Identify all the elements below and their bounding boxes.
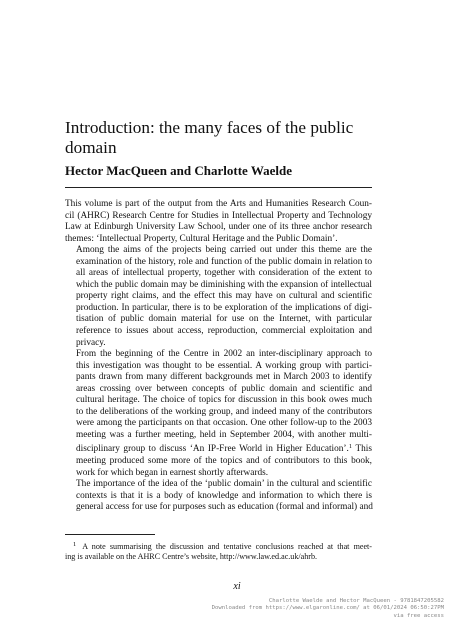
paragraph-4 xyxy=(65,479,372,514)
text-line: general access for use for purposes such as education (formal and informal) and xyxy=(76,502,373,513)
body-text xyxy=(65,199,372,514)
text-line: The importance of the idea of the ‘public domain’ in the cultural and scientific xyxy=(76,479,372,490)
paragraph-2 xyxy=(65,245,372,349)
footnote-line xyxy=(65,540,372,552)
title-rule xyxy=(65,187,372,188)
paragraph-1 xyxy=(65,199,372,245)
footnote-mark: 1 xyxy=(73,541,77,548)
page-number: xi xyxy=(233,581,241,592)
footnote xyxy=(65,540,372,562)
footnote-rule xyxy=(65,534,155,535)
text-line: privacy. xyxy=(76,337,106,348)
text-line: pants drawn from many different backgrounds met in March 2003 to identify xyxy=(76,372,372,383)
text-line: examination of the history, role and function of the public domain in relation to xyxy=(76,256,372,267)
footnote-reference[interactable]: 1 xyxy=(348,443,353,451)
text-line: This volume is part of the output from the Arts and Humanities Research Coun- xyxy=(65,199,372,209)
text-line: cil (AHRC) Research Centre for Studies in Intellectual Property and Technology xyxy=(65,210,372,221)
chapter-title: Introduction: the many faces of the public domain xyxy=(65,118,354,157)
text-line: disciplinary group to discuss ‘An IP-Free World in Higher Education’. xyxy=(76,444,349,455)
text-line: cultural heritage. The choice of topics for discussion in this book owes much xyxy=(76,395,372,406)
text-line-with-footnote-ref xyxy=(65,441,372,456)
watermark-line: Downloaded from https://www.elgaronline.com/ at 06/01/2024 06:50:27PM xyxy=(211,605,444,612)
text-line: were among the participants on that occasion. One other follow-up to the 2003 xyxy=(76,418,372,429)
text-line: all areas of intellectual property, together with consideration of the extent to xyxy=(76,268,372,279)
text-line: meeting was a further meeting, held in September 2004, with another multi- xyxy=(76,429,372,440)
text-line: this investigation was thought to be essential. A working group with partici- xyxy=(76,360,372,371)
download-watermark xyxy=(114,598,444,620)
watermark-line: Charlotte Waelde and Hector MacQueen - 9781847205582 xyxy=(268,598,444,604)
text-line: meeting produced some more of the topics and of contributors to this book, xyxy=(76,456,372,467)
text-line: Law at Edinburgh University Law School, under one of its three anchor research xyxy=(65,222,372,233)
text-line: property right claims, and the effect this may have on cultural and scientific xyxy=(76,291,372,302)
chapter-authors: Hector MacQueen and Charlotte Waelde xyxy=(65,163,292,178)
text-line: work for which began in earnest shortly afterwards. xyxy=(76,467,269,478)
paragraph-3 xyxy=(65,349,372,479)
text-line: areas crossing over between concepts of public domain and scientific and xyxy=(76,383,372,394)
text-line: reference to issues about access, reproduction, commercial exploitation and xyxy=(76,326,372,337)
text-line: From the beginning of the Centre in 2002 an inter-disciplinary approach to xyxy=(76,349,372,360)
text-line: themes: ‘Intellectual Property, Cultural Heritage and the Public Domain’. xyxy=(65,233,338,244)
text-line: Among the aims of the projects being carried out under this theme are the xyxy=(76,245,372,256)
text-line: which the public domain may be diminishing with the expansion of intellectual xyxy=(76,279,372,290)
text-line: tisation of public domain material for use on the Internet, with particular xyxy=(76,314,372,325)
watermark-line: via free access xyxy=(393,612,444,619)
text-line: to the deliberations of the working group, and indeed many of the contributors xyxy=(76,406,372,417)
text-line: production. In particular, there is to be exploration of the implications of digi- xyxy=(76,302,372,313)
footnote-text: A note summarising the discussion and tentative conclusions reached at that meet- xyxy=(82,542,372,551)
footnote-line: ing is available on the AHRC Centre’s website, http://www.law.ed.ac.uk/ahrb. xyxy=(65,552,318,561)
text-line-continuation: This xyxy=(352,444,372,455)
text-line: contexts is that it is a body of knowledge and information to which there is xyxy=(76,490,372,501)
